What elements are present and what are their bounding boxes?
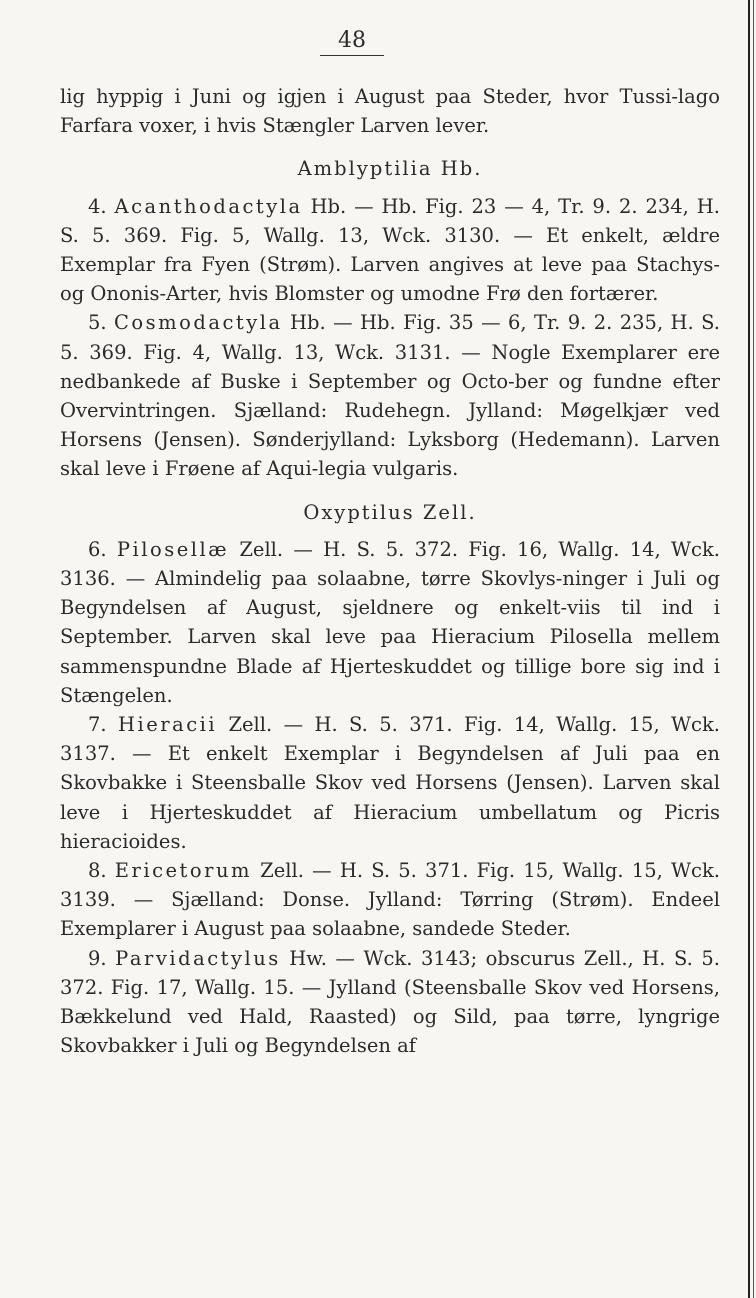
page-number: 48 <box>320 28 384 56</box>
entry-text: Hw. — Wck. 3143; obscurus Zell., H. S. 5. 372. Fig. 17, Wallg. 15. — Jylland (Steensballe Skov ved Horsens, Bækkelund ved Hald, Raasted) og Sild, paa tørre, lyngrige Skovbakker i Juli og Begyndelsen af <box>60 946 720 1058</box>
species-name: Cosmodactyla <box>114 311 283 335</box>
species-name: Pilosellæ <box>116 537 230 561</box>
species-entry <box>60 944 720 1061</box>
entry-number: 7. <box>88 713 107 737</box>
entry-number: 8. <box>88 859 107 883</box>
genus-heading: Amblyptilia Hb. <box>297 157 483 181</box>
species-name: Hieracii <box>117 713 218 737</box>
entry-text: Hb. — Hb. Fig. 35 — 6, Tr. 9. 2. 235, H. S. 5. 369. Fig. 4, Wallg. 13, Wck. 3131. — Nogle Exemplarer ere nedbankede af Buske i September og Octo-ber og fundne efter Overvintringen. Sjælland: Rudehegn. Jylland: Møgelkjær ved Horsens (Jensen). Sønderjylland: Lyksborg (Hedemann). Larven skal leve i Frøene af Aqui-legia vulgaris. <box>60 311 720 481</box>
genus-heading: Oxyptilus Zell. <box>303 500 477 524</box>
entry-number: 6. <box>88 537 107 561</box>
edge-line <box>753 0 754 1298</box>
species-entry <box>60 710 720 856</box>
intro-paragraph: lig hyppig i Juni og igjen i August paa Steder, hvor Tussi-lago Farfara voxer, i hvis Stængler Larven lever. <box>60 85 720 138</box>
page-edge <box>734 0 756 1298</box>
species-entry <box>60 192 720 309</box>
entry-number: 5. <box>88 311 107 335</box>
entry-text: Zell. — H. S. 5. 372. Fig. 16, Wallg. 14, Wck. 3136. — Almindelig paa solaabne, tørre Skovlys-ninger i Juli og Begyndelsen af August, sjeldnere og enkelt-viis til ind i September. Larven skal leve paa Hieracium Pilosella mellem sammenspundne Blade af Hjerteskuddet og tillige bore sig ind i Stængelen. <box>60 537 720 707</box>
species-entry <box>60 856 720 944</box>
species-name: Acanthodactyla <box>114 194 303 218</box>
entry-text: Zell. — H. S. 5. 371. Fig. 14, Wallg. 15, Wck. 3137. — Et enkelt Exemplar i Begyndelsen af Juli paa en Skovbakke i Steensballe Skov ved Horsens (Jensen). Larven skal leve i Hjerteskuddet af Hieracium umbellatum og Picris hieracioides. <box>60 713 720 853</box>
species-name: Parvidactylus <box>115 946 281 970</box>
species-entry <box>60 535 720 710</box>
species-entry <box>60 308 720 483</box>
entry-text: Zell. — H. S. 5. 371. Fig. 15, Wallg. 15, Wck. 3139. — Sjælland: Donse. Jylland: Tørring (Strøm). Endeel Exemplarer i August paa solaabne, sandede Steder. <box>60 859 720 941</box>
entry-number: 4. <box>88 194 107 218</box>
species-name: Ericetorum <box>114 859 252 883</box>
edge-line <box>748 0 750 1298</box>
entry-number: 9. <box>88 946 107 970</box>
body-text <box>60 82 720 1061</box>
entry-text: Hb. — Hb. Fig. 23 — 4, Tr. 9. 2. 234, H. S. 5. 369. Fig. 5, Wallg. 13, Wck. 3130. — Et enkelt, ældre Exemplar fra Fyen (Strøm). Larven angives at leve paa Stachys- og Ononis-Arter, hvis Blomster og umodne Frø den fortærer. <box>60 194 720 306</box>
